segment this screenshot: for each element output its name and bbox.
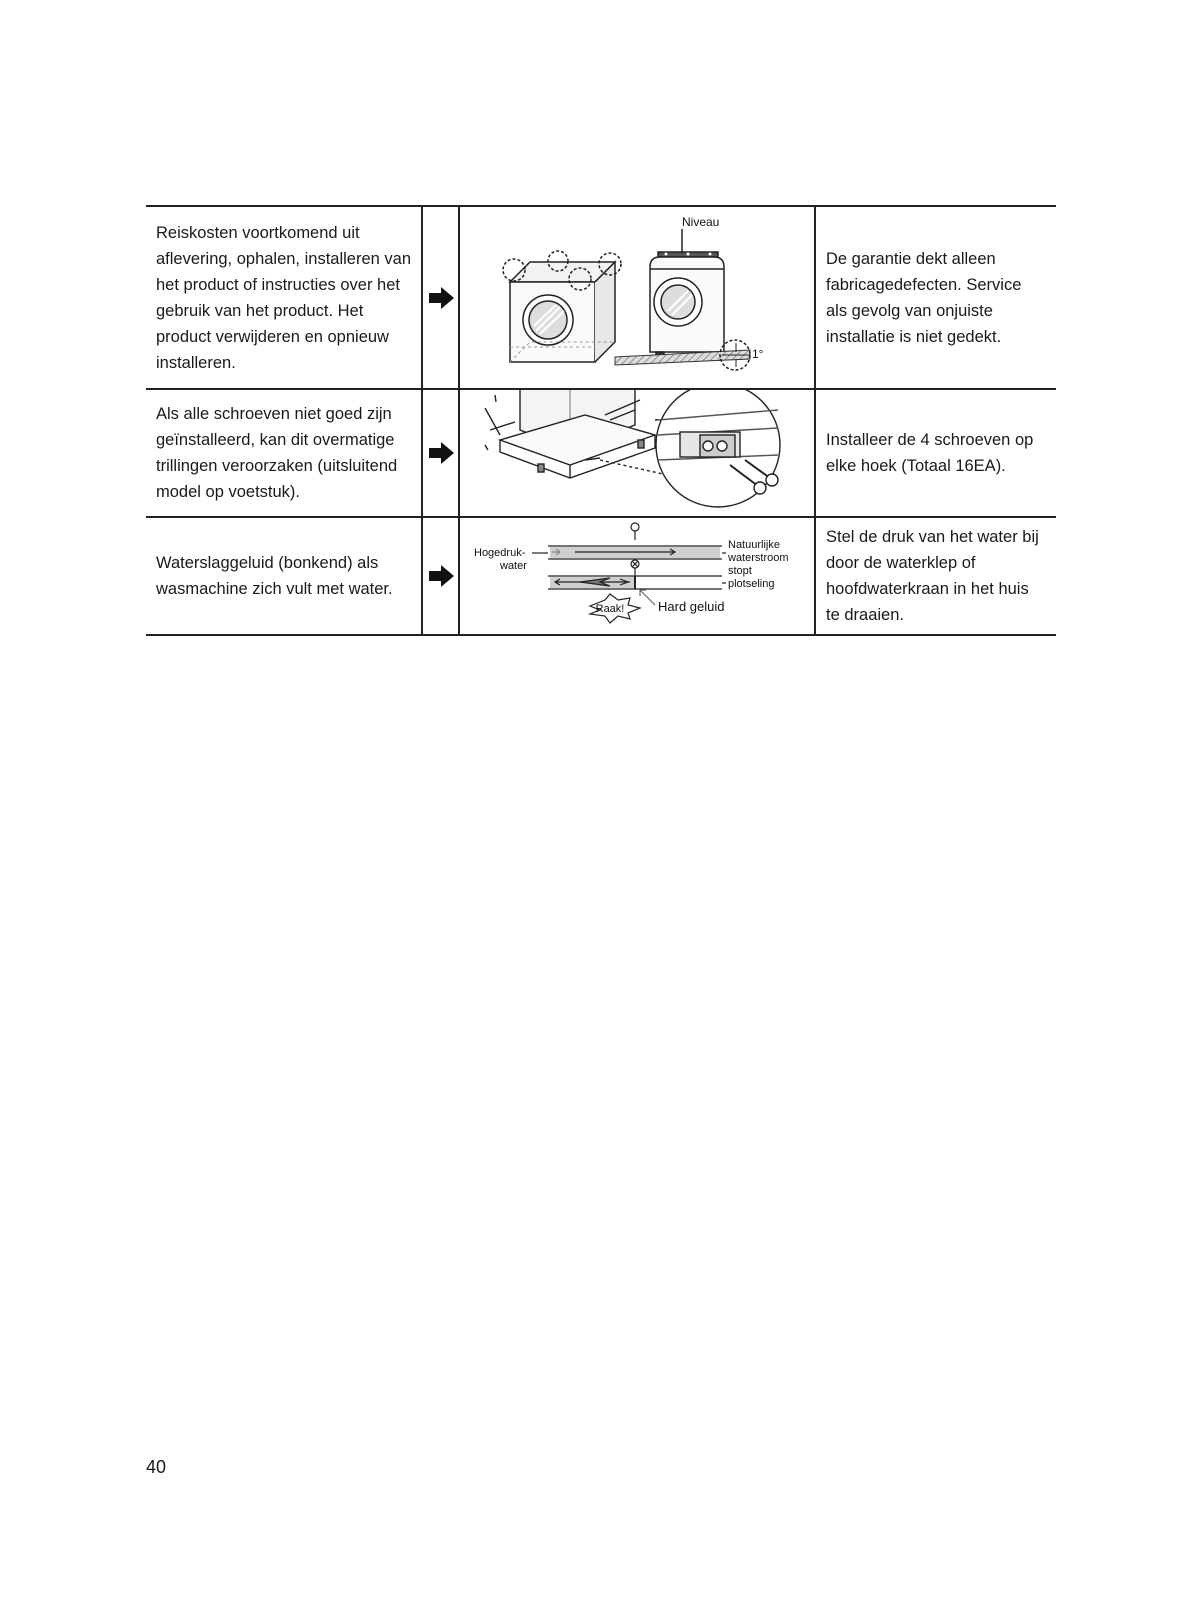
washer-perspective [503, 251, 621, 362]
natural-flow-label-3: stopt [728, 565, 752, 577]
raak-label: Raak! [595, 603, 625, 615]
water-hammer-diagram [460, 518, 814, 634]
table-row [146, 389, 1056, 517]
solution-text: Stel de druk van het water bij door de waterklep of hoofdwaterkraan in het huis te draaien. [826, 528, 1039, 624]
cause-text: Reiskosten voortkomend uit aflevering, ophalen, installeren van het product of instructies over het gebruik van het product. Het product verwijderen en opnieuw installeren. [156, 223, 412, 372]
page-number: 40 [146, 1457, 167, 1477]
hard-sound-label: Hard geluid [658, 599, 725, 614]
table-row [146, 517, 1056, 635]
pedestal-screws-illustration [460, 390, 814, 516]
cause-text: Waterslaggeluid (bonkend) als wasmachine zich vult met water. [156, 554, 393, 598]
angle-label: 1° [752, 347, 764, 361]
natural-flow-label-2: waterstroom [728, 552, 789, 564]
arrow-right-icon [427, 564, 455, 588]
high-pressure-label: Hogedruk- [474, 547, 526, 559]
natural-flow-label-1: Natuurlijke [728, 539, 780, 551]
troubleshooting-table [146, 205, 1056, 636]
leveling-illustration [460, 207, 814, 388]
natural-flow-label-4: plotseling [728, 578, 775, 590]
solution-text: De garantie dekt alleen fabricagedefecten. Service als gevolg van onjuiste installatie is niet gedekt. [826, 249, 1022, 346]
table-row [146, 206, 1056, 389]
arrow-right-icon [427, 441, 455, 465]
solution-text: Installeer de 4 schroeven op elke hoek (Totaal 16EA). [826, 431, 1034, 475]
cause-text: Als alle schroeven niet goed zijn geïnstalleerd, kan dit overmatige trillingen veroorzaken (uitsluitend model op voetstuk). [156, 405, 398, 501]
niveau-label: Niveau [682, 215, 720, 229]
high-pressure-label-2: water [500, 560, 527, 572]
arrow-right-icon [427, 286, 455, 310]
washer-front [615, 215, 764, 370]
